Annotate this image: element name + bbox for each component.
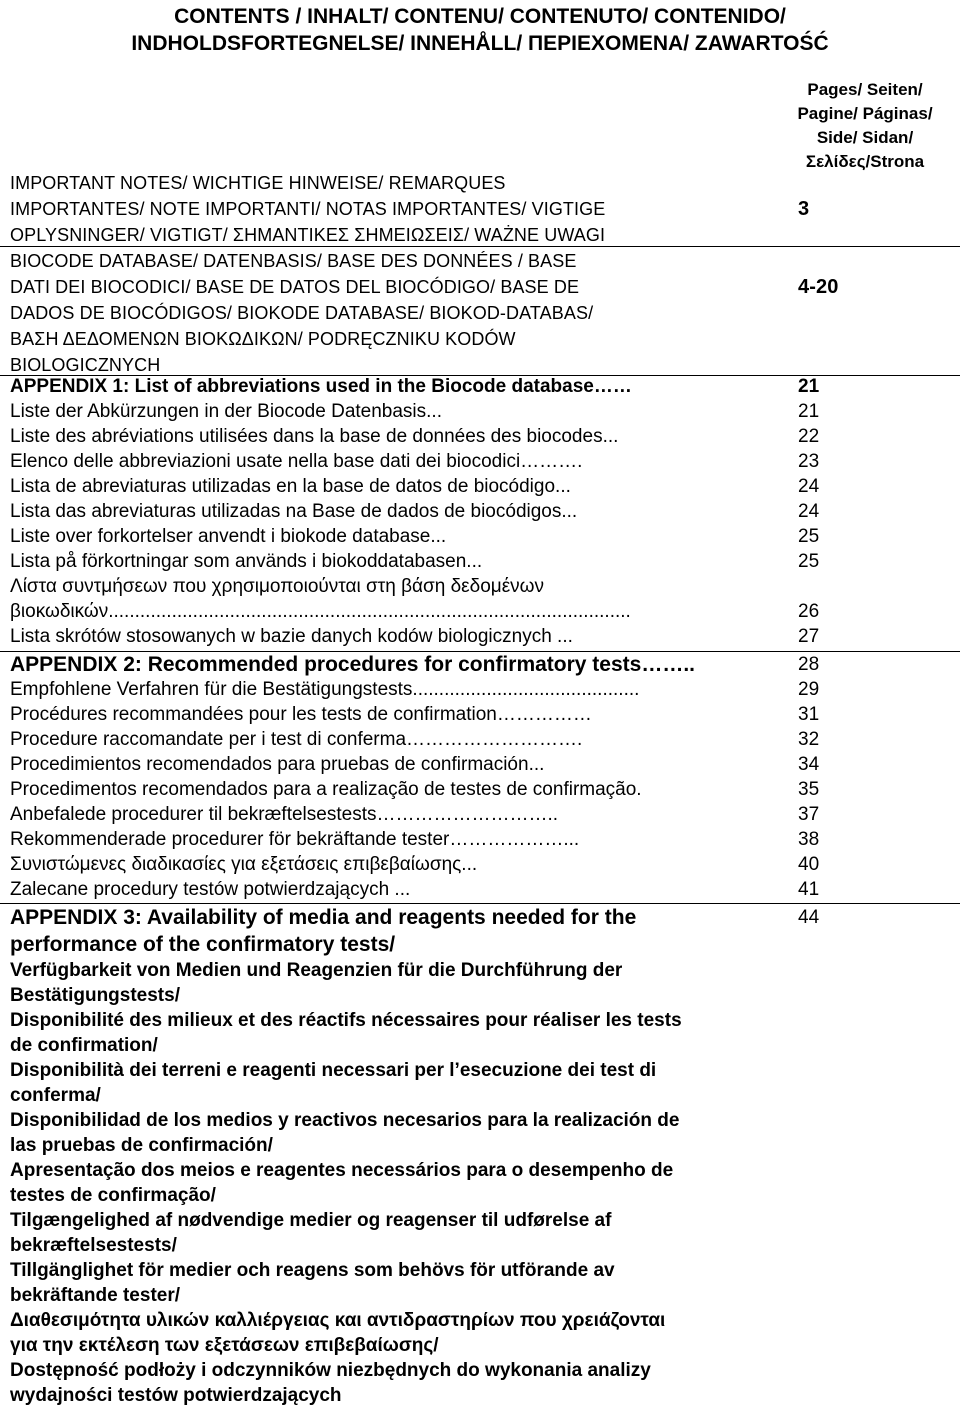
pages-header-line: Σελίδες/Strona [805, 152, 925, 171]
toc-entry[interactable] [10, 450, 955, 475]
toc-entry-title: Lista de abreviaturas utilizadas en la base de datos de biocódigo... [10, 476, 571, 497]
toc-entry-title-line: APPENDIX 3: Availability of media and reagents needed for the [10, 906, 637, 929]
toc-entry[interactable] [10, 400, 955, 425]
toc-entry-title: Procedure raccomandate per i test di conferma………………………. [10, 729, 583, 750]
toc-entry-title: Lista das abreviaturas utilizadas na Base de dados de biocódigos... [10, 501, 578, 522]
toc-entry-page-number: 35 [798, 779, 820, 800]
toc-entry-page-number: 27 [798, 626, 820, 647]
translation-line: Apresentação dos meios e reagentes necessários para o desempenho de [10, 1160, 674, 1181]
toc-entry[interactable] [10, 475, 955, 500]
toc-entry-title-line: ΒΑΣΗ ΔΕΔΟΜΕΝΩΝ ΒΙΟΚΩΔΙΚΩΝ/ PODRĘCZNIKU KODÓW [10, 329, 516, 349]
translation-line: για την εκτέλεση των εξετάσεων επιβεβαίωσης/ [10, 1335, 439, 1356]
toc-entry-page-number: 37 [798, 804, 820, 825]
title-line-1: CONTENTS / INHALT/ CONTENU/ CONTENUTO/ CONTENIDO/ [174, 5, 786, 28]
toc-entry-title-line: performance of the confirmatory tests/ [10, 933, 396, 956]
toc-entry[interactable] [10, 550, 955, 575]
pages-header-line: Pagine/ Páginas/ [797, 104, 933, 123]
toc-entry-title-line: Λίστα συντμήσεων που χρησιμοποιούνται στη βάση δεδομένων [10, 576, 545, 597]
toc-entry-page-number: 23 [798, 451, 820, 472]
toc-entry-title: Συνιστώμενες διαδικασίες για εξετάσεις επιβεβαίωσης... [10, 854, 478, 875]
toc-entry-page-number: 22 [798, 426, 820, 447]
section-divider [0, 246, 960, 247]
toc-entry-title: Procedimientos recomendados para pruebas de confirmación... [10, 754, 545, 775]
toc-appendix-1-heading[interactable] [10, 375, 955, 400]
toc-entry[interactable] [10, 678, 955, 703]
toc-entry-title-line: IMPORTANTES/ NOTE IMPORTANTI/ NOTAS IMPORTANTES/ VIGTIGE [10, 199, 606, 219]
toc-entry-title: Lista på förkortningar som används i biokoddatabasen... [10, 551, 483, 572]
toc-entry-title-line: DADOS DE BIOCÓDIGOS/ BIOKODE DATABASE/ BIOKOD-DATABAS/ [10, 303, 594, 323]
toc-entry-title: Procédures recommandées pour les tests de confirmation…………… [10, 704, 592, 725]
toc-entry-title: Zalecane procedury testów potwierdzających ... [10, 879, 411, 900]
toc-entry-page-number: 4-20 [798, 276, 839, 298]
toc-entry-title-line: IMPORTANT NOTES/ WICHTIGE HINWEISE/ REMARQUES [10, 173, 506, 193]
toc-entry[interactable] [10, 803, 955, 828]
toc-entry-title: Procedimentos recomendados para a realização de testes de confirmação. [10, 779, 642, 800]
toc-entry[interactable] [10, 828, 955, 853]
translation-line: testes de confirmação/ [10, 1185, 216, 1206]
toc-entry-page-number: 21 [798, 376, 820, 397]
toc-entry-page-number: 41 [798, 879, 820, 900]
toc-entry-title-line: OPLYSNINGER/ VIGTIGT/ ΣΗΜΑΝΤΙΚΕΣ ΣΗΜΕΙΩΣΕΙΣ/ WAŻNE UWAGI [10, 225, 606, 245]
toc-entry-page-number: 38 [798, 829, 820, 850]
toc-entry-page-number: 40 [798, 854, 820, 875]
toc-entry-title-line: DATI DEI BIOCODICI/ BASE DE DATOS DEL BIOCÓDIGO/ BASE DE [10, 277, 580, 297]
translation-line: wydajności testów potwierdzających [10, 1385, 342, 1406]
toc-entry[interactable] [10, 753, 955, 778]
toc-entry[interactable] [10, 703, 955, 728]
toc-entry-page-number: 44 [798, 907, 820, 928]
translation-line: Tilgængelighed af nødvendige medier og reagenser til udførelse af [10, 1210, 612, 1231]
translation-line: Disponibilidad de los medios y reactivos necesarios para la realización de [10, 1110, 680, 1131]
toc-entry-biocode-database[interactable] [10, 248, 955, 378]
toc-appendix-2-heading[interactable] [10, 652, 955, 678]
toc-entry-title: Anbefalede procedurer til bekræftelsestests……………………….. [10, 804, 559, 825]
translation-line: conferma/ [10, 1085, 101, 1106]
toc-entry-page-number: 29 [798, 679, 820, 700]
translation-line: bekräftande tester/ [10, 1285, 181, 1306]
toc-entry[interactable] [10, 728, 955, 753]
toc-appendix-3-heading[interactable] [10, 904, 955, 958]
toc-entry-title-line: BIOCODE DATABASE/ DATENBASIS/ BASE DES DONNÉES / BASE [10, 251, 577, 271]
translation-line: Διαθεσιμότητα υλικών καλλιέργειας και αντιδραστηρίων που χρειάζονται [10, 1310, 666, 1331]
translation-line: las pruebas de confirmación/ [10, 1135, 273, 1156]
toc-entry-page-number: 31 [798, 704, 820, 725]
toc-entry-title-line: BIOLOGICZNYCH [10, 355, 161, 375]
toc-entry-title: APPENDIX 2: Recommended procedures for confirmatory tests…….. [10, 653, 695, 676]
toc-entry[interactable] [10, 878, 955, 903]
toc-entry[interactable] [10, 853, 955, 878]
toc-entry[interactable] [10, 500, 955, 525]
toc-entry-title: Liste over forkortelser anvendt i biokode database... [10, 526, 447, 547]
toc-entry[interactable] [10, 778, 955, 803]
translation-line: Bestätigungstests/ [10, 985, 180, 1006]
toc-appendix-3-translations [10, 958, 955, 1408]
toc-entry-page-number: 34 [798, 754, 820, 775]
toc-entry-title: Rekommenderade procedurer för bekräftande tester………………... [10, 829, 580, 850]
translation-line: Disponibilità dei terreni e reagenti necessari per l’esecuzione dei test di [10, 1060, 657, 1081]
title-line-2: INDHOLDSFORTEGNELSE/ INNEHÅLL/ ΠΕΡΙΕΧΟΜΕΝΑ/ ZAWARTOŚĆ [131, 32, 829, 55]
toc-entry-title: Liste der Abkürzungen in der Biocode Datenbasis... [10, 401, 442, 422]
toc-entry-page-number: 25 [798, 526, 820, 547]
translation-line: de confirmation/ [10, 1035, 158, 1056]
toc-entry-title: Elenco delle abbreviazioni usate nella base dati dei biocodici………. [10, 451, 583, 472]
toc-entry-page-number: 28 [798, 654, 820, 675]
toc-entry-page-number: 24 [798, 501, 820, 522]
toc-entry-title-line: βιοκωδικών................................................................................................... [10, 600, 631, 622]
toc-entry-page-number: 24 [798, 476, 820, 497]
toc-entry[interactable] [10, 425, 955, 450]
toc-entry-title: APPENDIX 1: List of abbreviations used in the Biocode database…… [10, 376, 632, 397]
toc-entry-title: Liste des abréviations utilisées dans la base de données des biocodes... [10, 426, 619, 447]
toc-entry[interactable] [10, 525, 955, 550]
toc-entry-greek-abbreviations[interactable] [10, 575, 955, 624]
translation-line: Verfügbarkeit von Medien und Reagenzien für die Durchführung der [10, 960, 623, 981]
toc-entry-page-number: 26 [798, 601, 820, 622]
toc-entry-page-number: 32 [798, 729, 820, 750]
toc-entry-page-number: 21 [798, 401, 820, 422]
pages-header-line: Side/ Sidan/ [816, 128, 914, 147]
toc-entry-title: Lista skrótów stosowanych w bazie danych kodów biologicznych ... [10, 626, 573, 647]
toc-entry-page-number: 3 [798, 198, 810, 220]
translation-line: Tillgänglighet för medier och reagens som behövs för utförande av [10, 1260, 615, 1281]
toc-entry-page-number: 25 [798, 551, 820, 572]
pages-header-line: Pages/ Seiten/ [807, 80, 923, 99]
toc-entry[interactable] [10, 625, 955, 650]
translation-line: Dostępność podłoży i odczynników niezbędnych do wykonania analizy [10, 1360, 651, 1381]
translation-line: Disponibilité des milieux et des réactifs nécessaires pour réaliser les tests [10, 1010, 682, 1031]
translation-line: bekræftelsestests/ [10, 1235, 177, 1256]
toc-entry-important-notes[interactable] [10, 170, 955, 248]
toc-entry-title: Empfohlene Verfahren für die Bestätigungstests........................................... [10, 679, 640, 700]
